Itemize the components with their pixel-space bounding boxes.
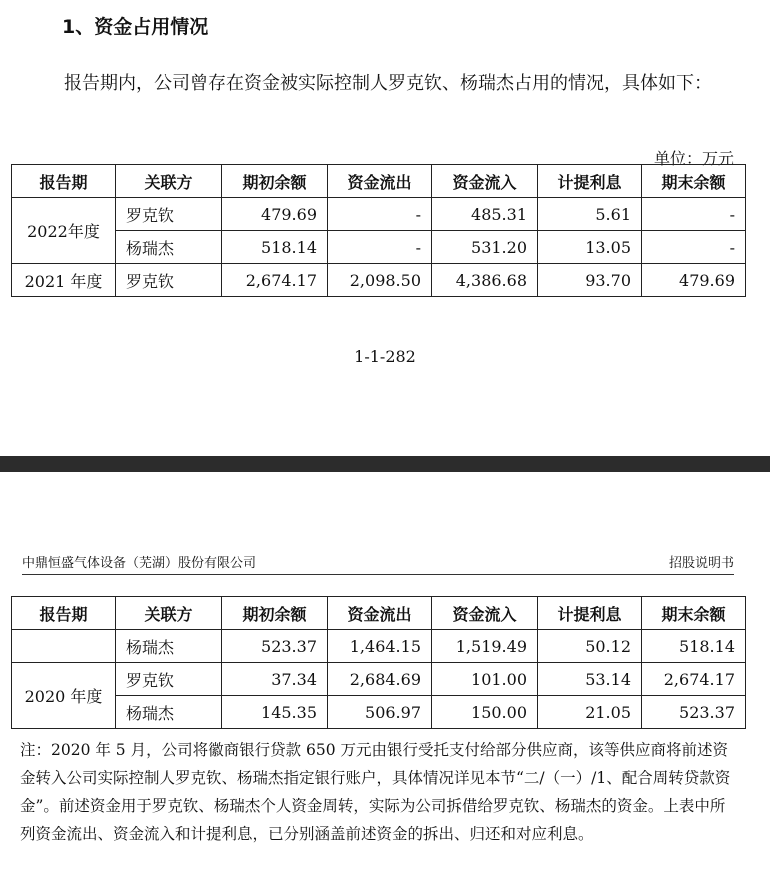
opening-cell: 523.37	[222, 630, 328, 663]
page-header-doc-type: 招股说明书	[668, 556, 734, 571]
intro-paragraph: 报告期内，公司曾存在资金被实际控制人罗克钦、杨瑞杰占用的情况，具体如下：	[64, 73, 712, 94]
interest-cell: 13.05	[538, 231, 642, 264]
header-inflow: 资金流入	[432, 165, 538, 198]
outflow-cell: 2,684.69	[328, 663, 432, 696]
closing-cell: -	[642, 231, 746, 264]
closing-cell: 479.69	[642, 264, 746, 297]
party-cell: 罗克钦	[116, 198, 222, 231]
table-note: 注：2020 年 5 月，公司将徽商银行贷款 650 万元由银行受托支付给部分供应商，该等供应商将前述资金转入公司实际控制人罗克钦、杨瑞杰指定银行账户，具体情况详见本节“二/（一）/1、配合周转贷款资金”。前述资金用于罗克钦、杨瑞杰个人资金周转，实际为公司拆借给罗克钦、杨瑞杰的资金。上表中所列资金流出、资金流入和计提利息，已分别涵盖前述资金的拆出、归还和对应利息。	[20, 741, 731, 843]
inflow-cell: 101.00	[432, 663, 538, 696]
page-number: 1-1-282	[354, 347, 416, 366]
header-opening: 期初余额	[222, 597, 328, 630]
inflow-cell: 531.20	[432, 231, 538, 264]
header-outflow: 资金流出	[328, 165, 432, 198]
header-party: 关联方	[116, 597, 222, 630]
period-cell: 2021 年度	[12, 264, 116, 297]
header-interest: 计提利息	[538, 165, 642, 198]
party-cell: 杨瑞杰	[116, 231, 222, 264]
header-inflow: 资金流入	[432, 597, 538, 630]
interest-cell: 5.61	[538, 198, 642, 231]
party-cell: 罗克钦	[116, 663, 222, 696]
header-closing: 期末余额	[642, 597, 746, 630]
page-header-company: 中鼎恒盛气体设备（芜湖）股份有限公司	[22, 556, 257, 571]
fund-occupation-table-2	[11, 596, 746, 729]
fund-occupation-table-1	[11, 164, 746, 297]
header-opening: 期初余额	[222, 165, 328, 198]
table-row	[12, 696, 746, 729]
outflow-cell: -	[328, 231, 432, 264]
table-row	[12, 630, 746, 663]
header-outflow: 资金流出	[328, 597, 432, 630]
outflow-cell: 2,098.50	[328, 264, 432, 297]
opening-cell: 145.35	[222, 696, 328, 729]
party-cell: 杨瑞杰	[116, 696, 222, 729]
inflow-cell: 1,519.49	[432, 630, 538, 663]
period-cell	[12, 630, 116, 663]
interest-cell: 93.70	[538, 264, 642, 297]
opening-cell: 518.14	[222, 231, 328, 264]
outflow-cell: 506.97	[328, 696, 432, 729]
section-heading: 1、资金占用情况	[62, 16, 209, 38]
closing-cell: 518.14	[642, 630, 746, 663]
party-cell: 杨瑞杰	[116, 630, 222, 663]
table-header-row	[12, 165, 746, 198]
table-row	[12, 231, 746, 264]
period-cell: 2022年度	[12, 198, 116, 264]
header-period: 报告期	[12, 597, 116, 630]
closing-cell: 523.37	[642, 696, 746, 729]
inflow-cell: 4,386.68	[432, 264, 538, 297]
outflow-cell: 1,464.15	[328, 630, 432, 663]
table-header-row	[12, 597, 746, 630]
header-period: 报告期	[12, 165, 116, 198]
opening-cell: 37.34	[222, 663, 328, 696]
table-row	[12, 198, 746, 231]
closing-cell: -	[642, 198, 746, 231]
period-cell: 2020 年度	[12, 663, 116, 729]
page-header-rule	[22, 574, 734, 575]
opening-cell: 479.69	[222, 198, 328, 231]
inflow-cell: 485.31	[432, 198, 538, 231]
interest-cell: 50.12	[538, 630, 642, 663]
interest-cell: 21.05	[538, 696, 642, 729]
page-divider	[0, 456, 770, 472]
header-interest: 计提利息	[538, 597, 642, 630]
party-cell: 罗克钦	[116, 264, 222, 297]
table-row	[12, 663, 746, 696]
inflow-cell: 150.00	[432, 696, 538, 729]
interest-cell: 53.14	[538, 663, 642, 696]
outflow-cell: -	[328, 198, 432, 231]
opening-cell: 2,674.17	[222, 264, 328, 297]
table-row	[12, 264, 746, 297]
closing-cell: 2,674.17	[642, 663, 746, 696]
unit-label: 单位：万元	[653, 149, 734, 168]
header-closing: 期末余额	[642, 165, 746, 198]
header-party: 关联方	[116, 165, 222, 198]
